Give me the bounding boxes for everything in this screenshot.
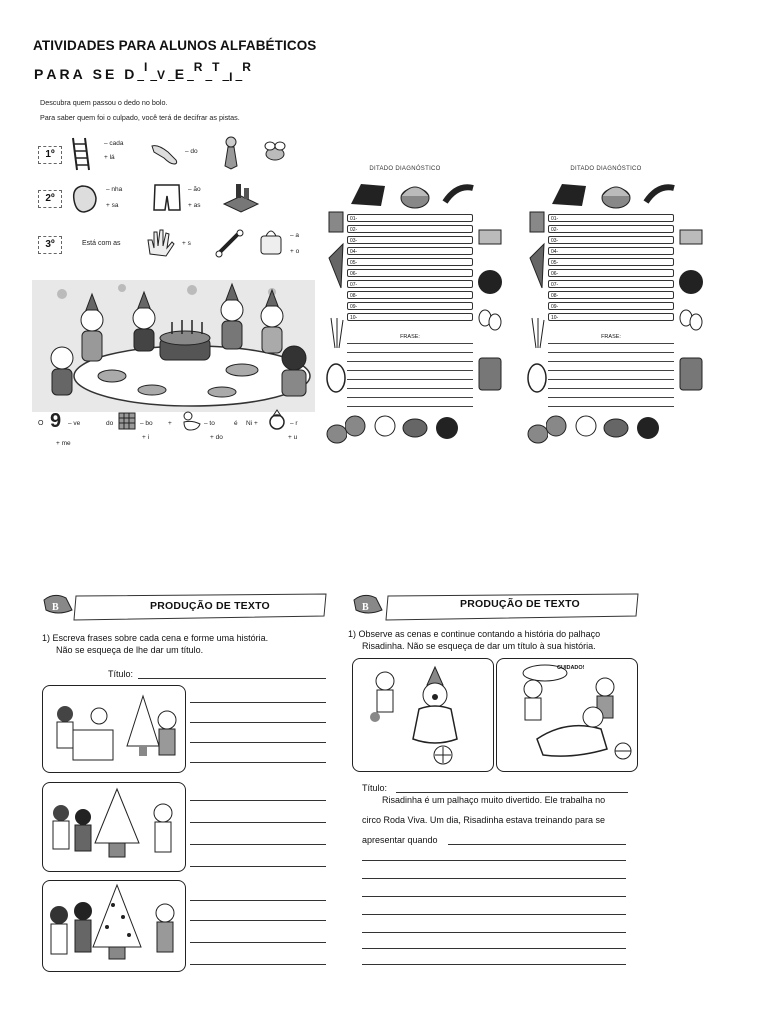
instruction-line-2: Risadinha. Não se esqueça de dar um título à sua história. [362, 641, 596, 651]
duck-icon [180, 410, 202, 432]
food-icons-top [345, 174, 475, 210]
clown-falling-illustration [497, 659, 637, 771]
scene-box-2 [42, 782, 186, 872]
shorts-icon [152, 182, 182, 214]
riddle-row-1: 1º – cada + lá – do [32, 136, 315, 176]
dictation-line-9: 09- [347, 302, 473, 310]
bag-icon [258, 226, 284, 256]
ladder-icon [68, 136, 92, 172]
title-label: Título: [108, 669, 134, 679]
dictation-sheet-2 [526, 162, 686, 452]
dictation-line-10: 10- [347, 313, 473, 321]
clown-scene-2 [496, 658, 638, 772]
riddle-number: 3º [38, 236, 62, 254]
dictation-line-8: 08- [347, 291, 473, 299]
dictation-line-3: 03- [347, 236, 473, 244]
number-nine: 9 [50, 410, 62, 432]
riddle-row-2: 2º – nha + sa – ão + as [32, 180, 315, 220]
hand-icon [144, 228, 176, 258]
party-scene-illustration [32, 280, 315, 412]
page-heading: ATIVIDADES PARA ALUNOS ALFABÉTICOS [33, 38, 317, 53]
clown-balancing-illustration [353, 659, 493, 771]
dictation-line-8: 08- [548, 291, 674, 299]
instruction-line-1: 1) Escreva frases sobre cada cena e forme uma história. [42, 633, 269, 643]
instruction-2: Para saber quem foi o culpado, você terá de decifrar as pistas. [40, 113, 240, 122]
cube-icon [118, 412, 136, 430]
text-production-right [348, 590, 648, 980]
worksheet-para-se-divertir: PARA SE D_I_V_E_R_T_I_R Descubra quem passou o dedo no bolo. Para saber quem foi o culpado, você terá de decifrar as pistas. 1º – cada + lá – do 2º – nha + sa – ão + as 3º Está com as + s – a + o O 9 – ve + me do – bo + i + – to + do é Ni + – r + u [32, 58, 315, 450]
thumb-icon [68, 180, 100, 216]
children-tree-scene [43, 783, 185, 871]
riddle-number: 1º [38, 146, 62, 164]
story-line-2: circo Roda Viva. Um dia, Risadinha estava treinando para se [362, 815, 605, 825]
food-icons-left [526, 208, 548, 448]
instruction-line-2: Não se esqueça de lhe dar um título. [56, 645, 204, 655]
food-icons-left [325, 208, 347, 448]
riddle-row-3: 3º Está com as + s – a + o [32, 226, 315, 266]
bee-icon [260, 140, 290, 164]
riddle-number: 2º [38, 190, 62, 208]
dictation-line-7: 07- [548, 280, 674, 288]
dictation-line-5: 05- [548, 258, 674, 266]
dictation-title: DITADO DIAGNÓSTICO [369, 166, 441, 172]
instruction-line-1: 1) Observe as cenas e continue contando a história do palhaço [348, 629, 601, 639]
chess-board-icon [222, 180, 260, 216]
svg-text:B: B [362, 602, 369, 613]
dictation-line-4: 04- [548, 247, 674, 255]
finger-icon [150, 140, 180, 166]
worksheet-title: PARA SE D_I_V_E_R_T_I_R [34, 60, 254, 84]
food-icons-bottom [546, 406, 676, 446]
dictation-line-9: 09- [548, 302, 674, 310]
scene-box-3 [42, 880, 186, 972]
children-gift-scene [43, 686, 185, 772]
dictation-line-6: 06- [548, 269, 674, 277]
bone-icon [214, 228, 244, 258]
dictation-title: DITADO DIAGNÓSTICO [570, 166, 642, 172]
svg-text:B: B [52, 602, 59, 613]
scene-box-1 [42, 685, 186, 773]
banner-title: PRODUÇÃO DE TEXTO [460, 598, 580, 610]
frase-label: FRASE: [400, 334, 420, 340]
dictation-line-2: 02- [548, 225, 674, 233]
dictation-line-7: 07- [347, 280, 473, 288]
banner-title: PRODUÇÃO DE TEXTO [150, 600, 270, 612]
dictation-line-4: 04- [347, 247, 473, 255]
tie-icon [220, 136, 242, 170]
clown-scene-1 [352, 658, 494, 772]
story-line-1: Risadinha é um palhaço muito divertido. Ele trabalha no [382, 795, 606, 805]
dictation-line-10: 10- [548, 313, 674, 321]
dictation-line-6: 06- [347, 269, 473, 277]
dictation-line-1: 01- [347, 214, 473, 222]
dictation-line-3: 03- [548, 236, 674, 244]
text-production-left [38, 590, 338, 980]
food-icons-top [546, 174, 676, 210]
food-icons-right [676, 218, 706, 448]
speech-bubble: CUIDADO! [557, 665, 585, 671]
children-decorated-tree-scene [43, 881, 185, 971]
ring-icon [266, 408, 288, 430]
dictation-line-2: 02- [347, 225, 473, 233]
instruction-1: Descubra quem passou o dedo no bolo. [40, 98, 168, 107]
title-label: Título: [362, 783, 388, 793]
food-icons-right [475, 218, 505, 448]
dictation-sheet-1 [325, 162, 485, 452]
food-icons-bottom [345, 406, 475, 446]
dictation-line-1: 01- [548, 214, 674, 222]
story-line-3: apresentar quando [362, 835, 438, 845]
frase-label: FRASE: [601, 334, 621, 340]
dictation-line-5: 05- [347, 258, 473, 266]
